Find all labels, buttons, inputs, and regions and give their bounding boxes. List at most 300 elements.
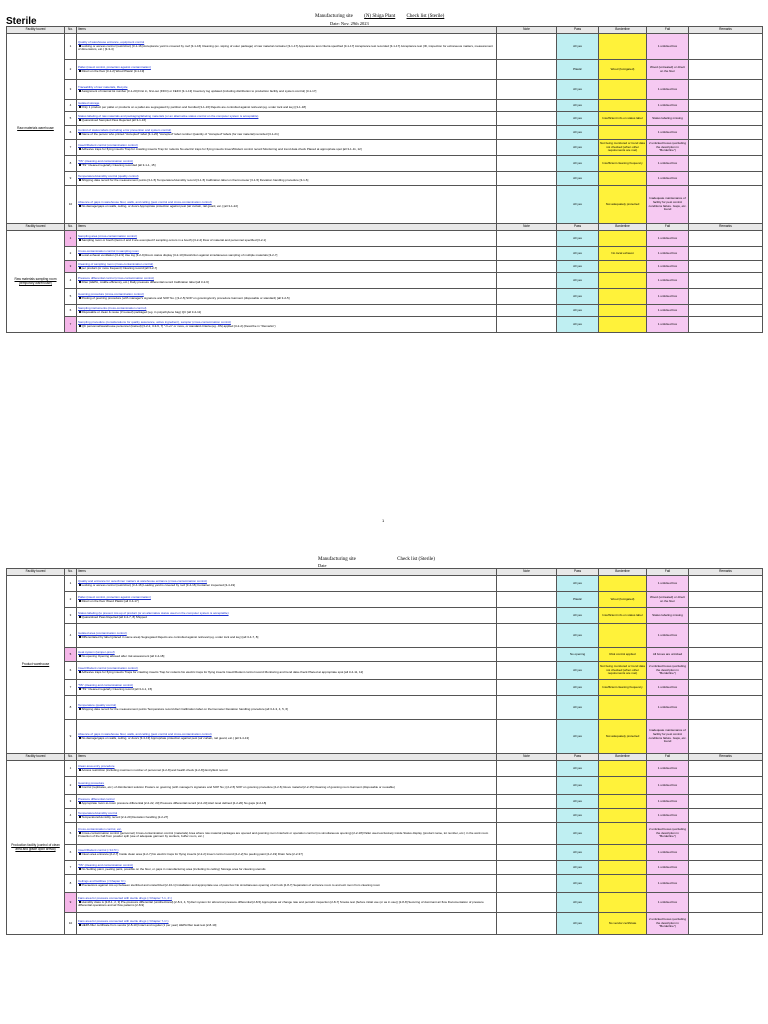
note-cell — [497, 761, 557, 777]
remarks-cell — [689, 100, 763, 112]
item-title: Quality and entrance for outer/inner matters at warehouse entrance (cross-contamination control) — [78, 578, 207, 583]
item-number: 1 — [65, 231, 77, 247]
pass-criteria: All yes — [557, 34, 599, 60]
item-description-text: Direct on the floor [3-1-2] Wood Plastic [3-1-19] — [81, 68, 145, 73]
table-row — [7, 261, 763, 273]
item-description-text: Only 1 product per pallet or products on a pallet are segregated by partition and bundled [3-1-16] Rejects are controlled against retrieval (eg. under lock and key) [3-1-18] — [81, 104, 306, 109]
item-title: Heat system (tamper-proof) — [78, 649, 115, 654]
remarks-cell — [689, 273, 763, 289]
fail-criteria: 1 unticked box — [647, 231, 689, 247]
item-cell — [77, 680, 497, 696]
item-description-text: Temperature/Humidity record [2-2-20] Deviation handling [2-2-27] — [81, 814, 169, 819]
fail-criteria: 1 unticked box — [647, 156, 689, 172]
item-description-text: Local exhaust ventilation [3-2-9] Use log [3-2-9] Room status display [3-2-10] Restriction against simultaneous sampling of multiple materials [3-2-7] — [81, 252, 278, 257]
pass-criteria: All yes — [557, 305, 599, 317]
item-description-text: Clean area entrance [2-2-7] Inside clean area [2-2-7] No electric traps for flying insects [2-2-2] Insect control record [2-2-2] No peeling paint [2-2-19] Drain hole [2-2-37] — [81, 851, 303, 856]
page2-header — [318, 557, 435, 568]
table-row — [7, 893, 763, 913]
borderline-criteria: No local exhaust — [599, 247, 647, 261]
item-description-text: Filter (HEPA, middle efficiency, etc.) Daily pressure differential record Calibration label [all 3-2-6] — [81, 279, 209, 284]
item-title: Cross-contamination control, etc. — [78, 827, 122, 832]
item-number: 9 — [65, 172, 77, 186]
borderline-criteria: Wood (fumigated) — [599, 592, 647, 608]
item-description-text: Assignment of internal lot number [3-1-20] First in, first-out (FIFO) or FEFO [3-1-13] Inventory log updated (including distribution to production facility and system control) [3-1-17] — [81, 88, 317, 93]
col-fail-header: Fail — [647, 569, 689, 576]
item-number: 3 — [65, 608, 77, 624]
col-no-header: No. — [65, 224, 77, 231]
item-description — [78, 868, 495, 872]
table-row — [7, 289, 763, 305]
note-cell — [497, 680, 557, 696]
pass-criteria: All yes — [557, 845, 599, 861]
fail-criteria: 2 unticked boxes (excluding the description in "Borderline") — [647, 823, 689, 845]
item-description — [78, 600, 495, 604]
fail-criteria: 1 unticked box — [647, 289, 689, 305]
item-description-text: Locking or access control (restriction) [3-1-16] Acceptance yard is covered by roof [3-1-16] Cleaning (ex. wiping of outer package) of raw material container [3-1-17] Appearance test criteria specified [3-1-17] Acceptance test recorded [3-1-17] Acceptance test (ID, inspection for extraneous matters, measurement of dimensions, etc.) [3-3-4] — [78, 43, 493, 52]
note-cell — [497, 648, 557, 662]
borderline-criteria: Insufficient cleaning frequency — [599, 680, 647, 696]
item-cell — [77, 576, 497, 592]
item-number: 3 — [65, 261, 77, 273]
pass-criteria: All yes — [557, 186, 599, 224]
table-row — [7, 608, 763, 624]
note-cell — [497, 273, 557, 289]
table-header-row — [7, 27, 763, 34]
item-description-text: No damage/gaps on walls, ceiling, or doors [3-4-13] Appropriate protection against pest (air curtain, rail guard, etc.) [all 3-4-13] — [81, 735, 249, 740]
item-description-text: Quarantined Sampled Pass Rejected [all 3-1-16] — [81, 117, 146, 122]
item-description-text: Shipping data record for the measurement points [3-1-5] Temperature/Humidity record [3-1-5] Calibration label on thermometer [3-1-5] Deviation handling procedure [3-1-6] — [81, 177, 309, 182]
item-title: Pressure differential control (cross-contamination control) — [78, 275, 154, 280]
pass-criteria: All yes — [557, 823, 599, 845]
note-cell — [497, 777, 557, 795]
table-row — [7, 34, 763, 60]
item-title: Isolated storage — [78, 100, 100, 105]
borderline-criteria — [599, 823, 647, 845]
borderline-criteria — [599, 696, 647, 720]
remarks-cell — [689, 845, 763, 861]
item-number: 9 — [65, 720, 77, 754]
pass-criteria: All yes — [557, 696, 599, 720]
note-cell — [497, 576, 557, 592]
remarks-cell — [689, 913, 763, 935]
note-cell — [497, 289, 557, 305]
pass-criteria: Plastic — [557, 592, 599, 608]
note-cell — [497, 317, 557, 333]
note-cell — [497, 624, 557, 648]
borderline-criteria — [599, 305, 647, 317]
note-cell — [497, 261, 557, 273]
borderline-criteria — [599, 80, 647, 100]
item-cell — [77, 186, 497, 224]
item-description-text: Sampling room or booth (items 2 and 3 are exempted if sampling occurs in a booth) [3-2-2] Flow of material and personnel specified [3-2-1] — [81, 237, 267, 242]
col-fail-header: Fail — [647, 754, 689, 761]
pass-criteria: All yes — [557, 289, 599, 305]
item-cell — [77, 140, 497, 156]
table-row — [7, 845, 763, 861]
item-description — [78, 636, 495, 640]
remarks-cell — [689, 795, 763, 809]
item-title: Sampling instruments (cross-contamination control) — [78, 305, 147, 310]
fail-criteria: 1 unticked box — [647, 273, 689, 289]
item-title: Fans area for pressure connected with sterile drugs (<Chapter 7-1>) — [78, 918, 169, 923]
item-cell — [77, 34, 497, 60]
fail-criteria: 1 unticked box — [647, 317, 689, 333]
remarks-cell — [689, 576, 763, 592]
item-cell — [77, 592, 497, 608]
document-title: Sterile — [6, 16, 37, 27]
item-title: Gowning procedure — [78, 780, 105, 785]
item-description — [78, 786, 495, 790]
item-description — [78, 616, 495, 620]
col-items-header: Items — [77, 569, 497, 576]
item-description — [78, 179, 495, 183]
remarks-cell — [689, 592, 763, 608]
item-description-text: Access restriction (including maximum number of personnel [2-2-8] and health check [2-2-8]) Entry/Exit record — [81, 767, 228, 772]
item-title: Temperature/Humidity control (quality control) — [78, 173, 139, 178]
note-cell — [497, 893, 557, 913]
item-number: 6 — [65, 126, 77, 140]
table-row — [7, 592, 763, 608]
item-number: 8 — [65, 696, 77, 720]
borderline-criteria — [599, 893, 647, 913]
col-items-header: Items — [77, 754, 497, 761]
remarks-cell — [689, 893, 763, 913]
item-title: Absence of gaps in warehouse floor, walls, and ceiling (pest control and cross-contamination control) — [78, 199, 212, 204]
fail-criteria: 1 unticked box — [647, 305, 689, 317]
item-description-text: "5S" Cleaned regularly Cleaning recorded [all 3-1-1, 15] — [81, 162, 156, 167]
item-description — [78, 924, 495, 928]
item-description — [78, 737, 495, 741]
col-note-header: Note — [497, 27, 557, 34]
pass-criteria: All yes — [557, 875, 599, 893]
fail-criteria: 1 unticked box — [647, 261, 689, 273]
col-items-header: Items — [77, 224, 497, 231]
table-header-row — [7, 224, 763, 231]
item-description-text: Quarantined Pass Rejected [all 3-4-7, 8] Shipped — [81, 614, 147, 619]
item-number: 8 — [65, 875, 77, 893]
remarks-cell — [689, 680, 763, 696]
note-cell — [497, 875, 557, 893]
item-cell — [77, 100, 497, 112]
item-cell — [77, 795, 497, 809]
fail-criteria: 1 unticked box — [647, 576, 689, 592]
facility-cell: Raw materials warehouse — [7, 34, 65, 224]
borderline-criteria — [599, 809, 647, 823]
note-cell — [497, 913, 557, 935]
item-number: 5 — [65, 289, 77, 305]
borderline-criteria: Not being monitored or trend data not checked (when other requirements are met) — [599, 662, 647, 680]
item-number: 2 — [65, 777, 77, 795]
pass-criteria: All yes — [557, 156, 599, 172]
item-description — [78, 254, 495, 258]
borderline-criteria — [599, 172, 647, 186]
mfg-label-p2: Manufacturing site — [318, 557, 356, 562]
item-number: 2 — [65, 592, 77, 608]
table-row — [7, 576, 763, 592]
fail-criteria: 1 unticked box — [647, 845, 689, 861]
fail-criteria: 1 unticked box — [647, 893, 689, 913]
fail-criteria: 1 unticked box — [647, 34, 689, 60]
note-cell — [497, 186, 557, 224]
fail-criteria: 1 unticked box — [647, 80, 689, 100]
remarks-cell — [689, 172, 763, 186]
fail-criteria: 1 unticked box — [647, 861, 689, 875]
item-title: Sampling procedure (considerations for quality assurance, active ingredient), sampler (cross-contamination control) — [78, 319, 231, 324]
item-cell — [77, 231, 497, 247]
item-description — [78, 325, 495, 329]
remarks-cell — [689, 696, 763, 720]
item-cell — [77, 893, 497, 913]
remarks-cell — [689, 761, 763, 777]
item-description — [78, 281, 495, 285]
item-title: Sampling area (cross-contamination control) — [78, 233, 137, 238]
pass-criteria: All yes — [557, 317, 599, 333]
item-number: 4 — [65, 100, 77, 112]
fail-criteria: 2 unticked boxes (excluding the description in "Borderline") — [647, 140, 689, 156]
table-row — [7, 156, 763, 172]
fail-criteria: 2 unticked boxes (excluding the description in "Borderline") — [647, 662, 689, 680]
item-title: Quality of warehouse entrance, equipment control — [78, 40, 145, 45]
item-number: 2 — [65, 60, 77, 80]
item-description — [78, 90, 495, 94]
table-row — [7, 140, 763, 156]
pass-criteria: All yes — [557, 761, 599, 777]
item-title: Gowning procedure (cross-contamination control) — [78, 291, 144, 296]
col-note-header: Note — [497, 754, 557, 761]
item-description-text: Differentiated by label (placed in same area) Segregated Rejects are controlled against retrieval (eg. under lock and key) [all 3-4-7, 8] — [81, 634, 259, 639]
borderline-criteria — [599, 231, 647, 247]
note-cell — [497, 60, 557, 80]
fail-criteria: Inadequate maintenance of facility for pest control conditions failure. Gaps, etc. found — [647, 720, 689, 754]
table-row — [7, 273, 763, 289]
borderline-criteria: Insufficient info on status label — [599, 608, 647, 624]
table-row — [7, 305, 763, 317]
pass-criteria: All yes — [557, 140, 599, 156]
col-borderline-header: Borderline — [599, 569, 647, 576]
item-description-text: Shipping data record for the measurement points Temperature record Alert Calibration label on thermometer Deviation handling procedure [all 3-4-3, 4, 5, 6] — [81, 706, 288, 711]
fail-criteria: 1 unticked box — [647, 624, 689, 648]
facility-cell: Raw materials sampling room (temporary warehouse) — [7, 231, 65, 333]
item-cell — [77, 156, 497, 172]
item-number: 6 — [65, 662, 77, 680]
item-description-text: Adhesive traps for flying insects Trap for crawling insects Trap for rodents No electric traps for flying insects Insect/Rodent control record Monitoring and trend data check Placed at appropriate spot [all 3-1-11, 12] — [81, 146, 362, 151]
note-cell — [497, 809, 557, 823]
fail-criteria: Wood (untreated) or direct on the floor — [647, 60, 689, 80]
table-row — [7, 126, 763, 140]
fail-criteria: 1 unticked box — [647, 777, 689, 795]
table-row — [7, 795, 763, 809]
col-facility-header: Facility toured — [7, 224, 65, 231]
borderline-criteria — [599, 861, 647, 875]
date-value: Nov. 29th 2023 — [340, 21, 369, 26]
note-cell — [497, 140, 557, 156]
item-title: "5S" (cleaning and contamination control) — [78, 158, 133, 163]
item-description — [78, 901, 495, 908]
item-description-text: Appropriate room-to-room pressure differential [2-2-22, 23] Pressure differential record [2-2-23] Alert level defined [2-2-20] No gaps [2-2-18] — [81, 800, 267, 805]
item-cell — [77, 317, 497, 333]
table-header-row — [7, 754, 763, 761]
item-title: Ceilings and facilities (<Chapter 6>) — [78, 878, 126, 883]
col-note-header: Note — [497, 569, 557, 576]
note-cell — [497, 305, 557, 317]
table-row — [7, 861, 763, 875]
note-cell — [497, 34, 557, 60]
item-number: 4 — [65, 809, 77, 823]
remarks-cell — [689, 305, 763, 317]
remarks-cell — [689, 140, 763, 156]
item-title: Fans area for pressure connected with sterile drugs (<Chapter 7-1, 2>) — [78, 896, 172, 901]
item-cell — [77, 289, 497, 305]
item-number: 7 — [65, 140, 77, 156]
item-description — [78, 853, 495, 857]
item-number: 7 — [65, 861, 77, 875]
pass-criteria: All yes — [557, 100, 599, 112]
pass-criteria: All yes — [557, 576, 599, 592]
item-title: Clean area entry procedure — [78, 763, 115, 768]
item-description — [78, 769, 495, 773]
remarks-cell — [689, 720, 763, 754]
item-description — [78, 884, 495, 888]
fail-criteria: 1 unticked box — [647, 247, 689, 261]
remarks-cell — [689, 777, 763, 795]
pass-criteria: All yes — [557, 795, 599, 809]
site-line — [315, 14, 454, 19]
pass-criteria: All yes — [557, 893, 599, 913]
item-cell — [77, 305, 497, 317]
fail-criteria: 1 unticked box — [647, 696, 689, 720]
table-row — [7, 317, 763, 333]
pass-criteria: All yes — [557, 231, 599, 247]
page-number: 1 — [382, 518, 385, 523]
item-title: Temperature (quality control) — [78, 702, 117, 707]
item-cell — [77, 80, 497, 100]
item-description — [78, 688, 495, 692]
item-number: 7 — [65, 680, 77, 696]
note-cell — [497, 172, 557, 186]
item-cell — [77, 777, 497, 795]
item-cell — [77, 875, 497, 893]
pass-criteria: All yes — [557, 247, 599, 261]
item-title: Cleaning of sampling room (cross-contamination control) — [78, 261, 154, 266]
item-description-text: Humidity class is [2-8-1, 2, 3] Pre-pressure differential (unidirectional) [2-8-3, 4, 5] Alert system for abnormal pressure differential [2-8-5] Appropriate air change rate and periodic inspection [2-8-7] Smoke test (before initial use (or as in use)) [2-8-8] Securing of dominant air flow Documentation of pressure differential operations and air flow patterns [2-8-9] — [78, 899, 484, 908]
borderline-criteria — [599, 761, 647, 777]
col-fail-header: Fail — [647, 27, 689, 34]
col-items-header: Items — [77, 27, 497, 34]
pass-criteria: All yes — [557, 777, 599, 795]
table-row — [7, 680, 763, 696]
col-facility-header: Facility toured — [7, 27, 65, 34]
table-row — [7, 100, 763, 112]
item-title: Absence of gaps in warehouse floor, walls, and ceiling (pest control and cross-contamination control) — [78, 731, 212, 736]
col-facility-header: Facility toured — [7, 754, 65, 761]
item-description — [78, 70, 495, 74]
table-row — [7, 186, 763, 224]
borderline-criteria — [599, 875, 647, 893]
fail-criteria: Status labeling missing — [647, 608, 689, 624]
borderline-criteria — [599, 273, 647, 289]
item-cell — [77, 608, 497, 624]
pass-criteria: Plastic — [557, 60, 599, 80]
borderline-criteria: Wood (fumigated) — [599, 60, 647, 80]
item-description — [78, 133, 495, 137]
remarks-cell — [689, 648, 763, 662]
item-description-text: Direct on the floor Wood Plastic [all 3-4-17] — [81, 598, 139, 603]
table-row — [7, 231, 763, 247]
fail-criteria: 1 unticked box — [647, 126, 689, 140]
table-row — [7, 720, 763, 754]
fail-criteria: 1 unticked box — [647, 100, 689, 112]
col-note-header: Note — [497, 224, 557, 231]
table-row — [7, 80, 763, 100]
remarks-cell — [689, 289, 763, 305]
item-description — [78, 267, 495, 271]
item-title: Insect/Rodent control (<10.5>) — [78, 847, 119, 852]
note-cell — [497, 247, 557, 261]
item-description — [78, 802, 495, 806]
remarks-cell — [689, 608, 763, 624]
item-title: Pallet (insect control, protection against contamination) — [78, 64, 151, 69]
remarks-cell — [689, 624, 763, 648]
item-description-text: No Settling paint, peeling paint, possible on the floor, or gaps in manufacturing area (including its ceiling) Storage area for cleaning utensils — [81, 866, 266, 871]
pass-criteria: All yes — [557, 172, 599, 186]
item-description — [78, 45, 495, 52]
remarks-cell — [689, 861, 763, 875]
checklist-table-page2 — [6, 568, 763, 935]
fail-criteria: 1 unticked box — [647, 875, 689, 893]
fail-criteria: 1 unticked box — [647, 680, 689, 696]
item-description-text: Locking or access control (restriction) [3-4-16] Loading yard is covered by roof [3-4-16] Container inspected [3-4-19] — [81, 582, 235, 587]
item-description-text: QC personnel/warehouse personnel (trained) [3-2-2, 3-3-6, 7] "√n+1" or more, or standard criteria (eg. JIS) applied [3-2-2] (Describe in "Remarks") — [81, 323, 276, 328]
table-row — [7, 247, 763, 261]
table-row — [7, 696, 763, 720]
borderline-criteria — [599, 777, 647, 795]
pass-criteria: All yes — [557, 662, 599, 680]
note-cell — [497, 231, 557, 247]
item-title: Insect/Rodent control (contamination control) — [78, 142, 138, 147]
borderline-criteria — [599, 261, 647, 273]
note-cell — [497, 126, 557, 140]
item-cell — [77, 126, 497, 140]
table-row — [7, 172, 763, 186]
date-line: Date: Nov. 29th 2023 — [330, 21, 369, 26]
col-borderline-header: Borderline — [599, 754, 647, 761]
item-description — [78, 584, 495, 588]
remarks-cell — [689, 261, 763, 273]
pass-criteria: All yes — [557, 273, 599, 289]
table-row — [7, 624, 763, 648]
remarks-cell — [689, 112, 763, 126]
borderline-criteria: Insufficient cleaning frequency — [599, 156, 647, 172]
item-title: Traceability of raw materials, lifecycle — [78, 84, 128, 89]
item-cell — [77, 648, 497, 662]
facility-cell: Product warehouse — [7, 576, 65, 754]
col-remarks-header: Remarks — [689, 569, 763, 576]
borderline-criteria: Not adequately protected — [599, 720, 647, 754]
item-title: Pressure differential control — [78, 796, 115, 801]
note-cell — [497, 696, 557, 720]
borderline-criteria — [599, 624, 647, 648]
item-cell — [77, 273, 497, 289]
col-no-header: No. — [65, 27, 77, 34]
facility-cell: Production facility (control of clean area and grade upon arrival) — [7, 761, 65, 935]
item-number: 1 — [65, 576, 77, 592]
pass-criteria: All yes — [557, 624, 599, 648]
borderline-criteria: Risk control applied — [599, 648, 647, 662]
item-cell — [77, 247, 497, 261]
fail-criteria: Wood (untreated) or direct on the floor — [647, 592, 689, 608]
note-cell — [497, 608, 557, 624]
col-fail-header: Fail — [647, 224, 689, 231]
